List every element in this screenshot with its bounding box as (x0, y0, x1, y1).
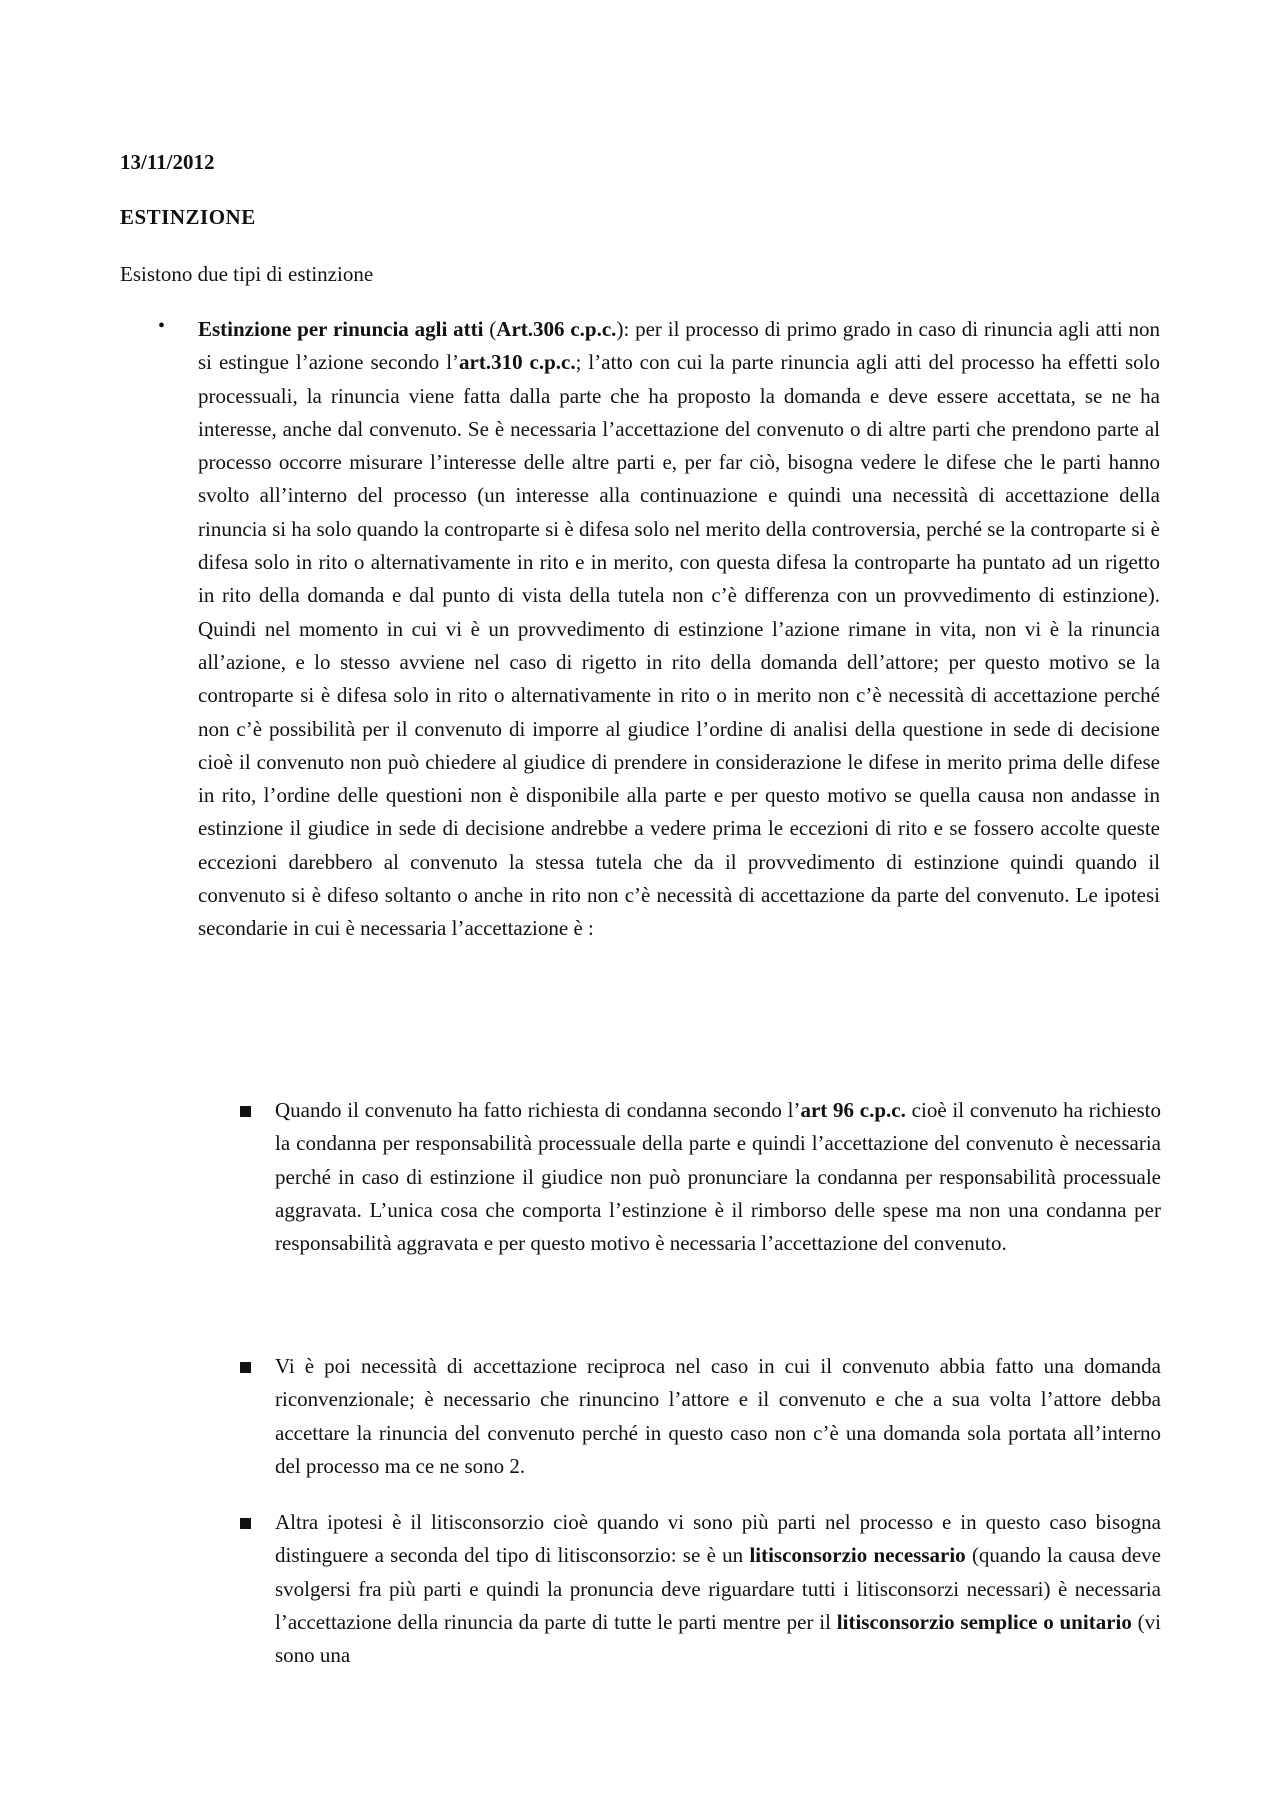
sub-item-text: Vi è poi necessità di accettazione reciproca nel caso in cui il convenuto abbia fatto una domanda riconvenzionale; è necessario che rinuncino l’attore e il convenuto e che a sua volta l’attore debba accettare la rinuncia del convenuto perché in questo caso non c’è una domanda sola portata all’interno del processo ma ce ne sono 2. (275, 1354, 1161, 1478)
term-litisconsorzio-semplice: litisconsorzio semplice o unitario (836, 1609, 1132, 1634)
bullet-symbol: • (158, 315, 166, 337)
bullet-text-1: : per il processo di primo grado in caso di rinuncia agli atti non si estingue l’azione secondo l’ (198, 317, 1160, 375)
sub-item-text: Altra ipotesi è il litisconsorzio cioè quando vi sono più parti nel processo e in questo caso bisogna distinguere a seconda del tipo di litisconsorzio: se è un litisconsorzio necessario (quando la causa deve svolgersi fra più parti e quindi la pronuncia deve riguardare tutti i litisconsorzi necessari) è necessaria l’accettazione della rinuncia da parte di tutte le parti mentre per il litisconsorzio semplice o unitario (vi sono una (275, 1510, 1161, 1668)
bullet-text-2: ; l’atto con cui la parte rinuncia agli atti del processo ha effetti solo processuali, la rinuncia viene fatta dalla parte che ha proposto la domanda e deve essere accettata, se ne ha interesse, anche dal convenuto. Se è necessaria l’accettazione del convenuto o di altre parti che prendono parte al processo occorre misurare l’interesse delle altre parti e, per far ciò, bisogna vedere le difese che le parti hanno svolto all’interno del processo (un interesse alla continuazione e quindi una necessità di accettazione della rinuncia si ha solo quando la controparte si è difesa solo nel merito della controversia, perché se la controparte si è difesa solo in rito o alternativamente in rito e in merito, con questa difesa la controparte ha puntato ad un rigetto in rito della domanda e dal punto di vista della tutela non c’è differenza con un provvedimento di estinzione). Quindi nel momento in cui vi è un provvedimento di estinzione l’azione rimane in vita, non vi è la rinuncia all’azione, e lo stesso avviene nel caso di rigetto in rito della domanda dell’attore; per questo motivo se la controparte si è difesa solo in rito o alternativamente in rito o in merito non c’è necessità di accettazione perché non c’è possibilità per il convenuto di imporre al giudice l’ordine di analisi della questione in sede di decisione cioè il convenuto non può chiedere al giudice di prendere in considerazione le difese in merito prima delle difese in rito, l’ordine delle questioni non è disponibile alla parte e per questo motivo se quella causa non andasse in estinzione il giudice in sede di decisione andrebbe a vedere prima le eccezioni di rito e se fossero accolte queste eccezioni darebbero al convenuto la stessa tutela che da il provvedimento di estinzione quindi quando il convenuto si è difeso soltanto o anche in rito non c’è necessità di accettazione da parte del convenuto. Le ipotesi secondarie in cui è necessaria l’accettazione è : (198, 350, 1161, 941)
paren-open: ( (483, 317, 497, 341)
intro-paragraph: Esistono due tipi di estinzione (120, 262, 374, 286)
main-bullet-paragraph (198, 313, 1160, 946)
article-reference-310: art.310 c.p.c. (459, 350, 576, 375)
square-bullet-icon (240, 1362, 251, 1373)
section-heading: ESTINZIONE (120, 205, 256, 229)
document-date: 13/11/2012 (120, 150, 215, 174)
term-litisconsorzio-necessario: litisconsorzio necessario (749, 1543, 966, 1568)
article-reference-96: art 96 c.p.c. (800, 1098, 906, 1122)
bullet-term: Estinzione per rinuncia agli atti (198, 317, 484, 341)
article-reference-306: Art.306 c.p.c. (496, 317, 617, 341)
square-bullet-icon (240, 1518, 251, 1529)
paren-close: ) (616, 317, 624, 341)
square-bullet-icon (240, 1106, 251, 1117)
sub-item-text: Quando il convenuto ha fatto richiesta di condanna secondo l’art 96 c.p.c. cioè il convenuto ha richiesto la condanna per responsabilità processuale della parte e quindi l’accettazione del convenuto è necessaria perché in caso di estinzione il giudice non può pronunciare la condanna per responsabilità processuale aggravata. L’unica cosa che comporta l’estinzione è il rimborso delle spese ma non una condanna per responsabilità aggravata e per questo motivo è necessaria l’accettazione del convenuto. (275, 1098, 1161, 1256)
